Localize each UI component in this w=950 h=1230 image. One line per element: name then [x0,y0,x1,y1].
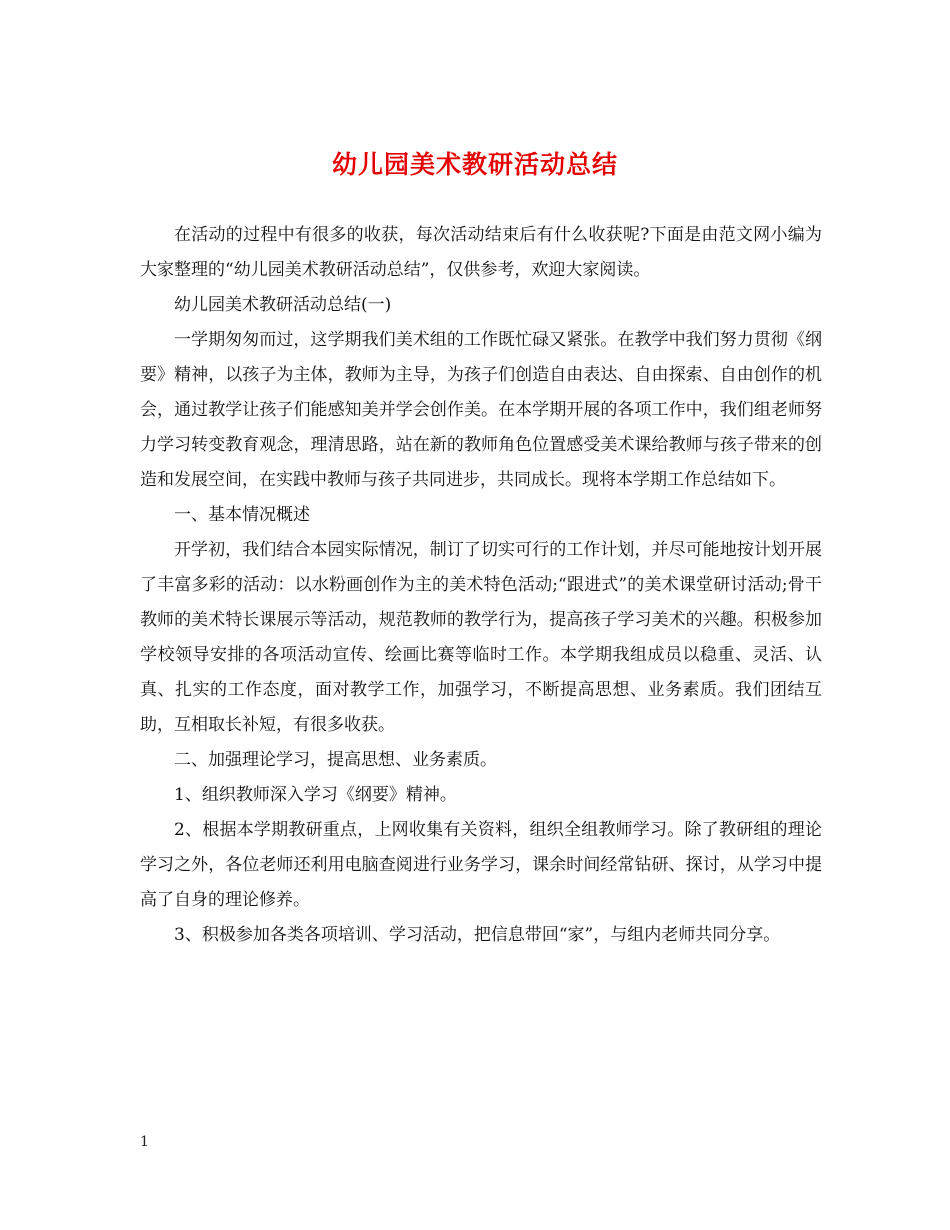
document-body [140,218,822,953]
page-number: 1 [140,1134,149,1150]
list-item-1: 1、组织教师深入学习《纲要》精神。 [174,785,457,805]
document-title: 幼儿园美术教研活动总结 [331,150,618,179]
overview-paragraph: 一学期匆匆而过，这学期我们美术组的工作既忙碌又紧张。在教学中我们努力贯彻《纲要》精神，以孩子为主体，教师为主导，为孩子们创造自由表达、自由探索、自由创作的机会，通过教学让孩子们能感知美并学会创作美。在本学期开展的各项工作中，我们组老师努力学习转变教育观念，理清思路，站在新的教师角色位置感受美术课给教师与孩子带来的创造和发展空间，在实践中教师与孩子共同进步，共同成长。现将本学期工作总结如下。 [140,330,822,490]
section-heading-theory-study: 二、加强理论学习，提高思想、业务素质。 [174,750,497,770]
basic-situation-paragraph: 开学初，我们结合本园实际情况，制订了切实可行的工作计划，并尽可能地按计划开展了丰富多彩的活动：以水粉画创作为主的美术特色活动;“跟进式”的美术课堂研讨活动;骨干教师的美术特长课展示等活动，规范教师的教学行为，提高孩子学习美术的兴趣。积极参加学校领导安排的各项活动宣传、绘画比赛等临时工作。本学期我组成员以稳重、灵活、认真、扎实的工作态度，面对教学工作，加强学习，不断提高思想、业务素质。我们团结互助，互相取长补短，有很多收获。 [140,540,822,735]
section-heading-basic-situation: 一、基本情况概述 [174,505,310,525]
list-item-3: 3、积极参加各类各项培训、学习活动，把信息带回“家”，与组内老师共同分享。 [174,925,781,945]
section-heading-part-one: 幼儿园美术教研活动总结(一) [174,295,392,315]
list-item-2: 2、根据本学期教研重点，上网收集有关资料，组织全组教师学习。除了教研组的理论学习之外，各位老师还利用电脑查阅进行业务学习，课余时间经常钻研、探讨，从学习中提高了自身的理论修养。 [140,820,822,910]
intro-paragraph: 在活动的过程中有很多的收获，每次活动结束后有什么收获呢?下面是由范文网小编为大家整理的“幼儿园美术教研活动总结”，仅供参考，欢迎大家阅读。 [140,225,822,280]
